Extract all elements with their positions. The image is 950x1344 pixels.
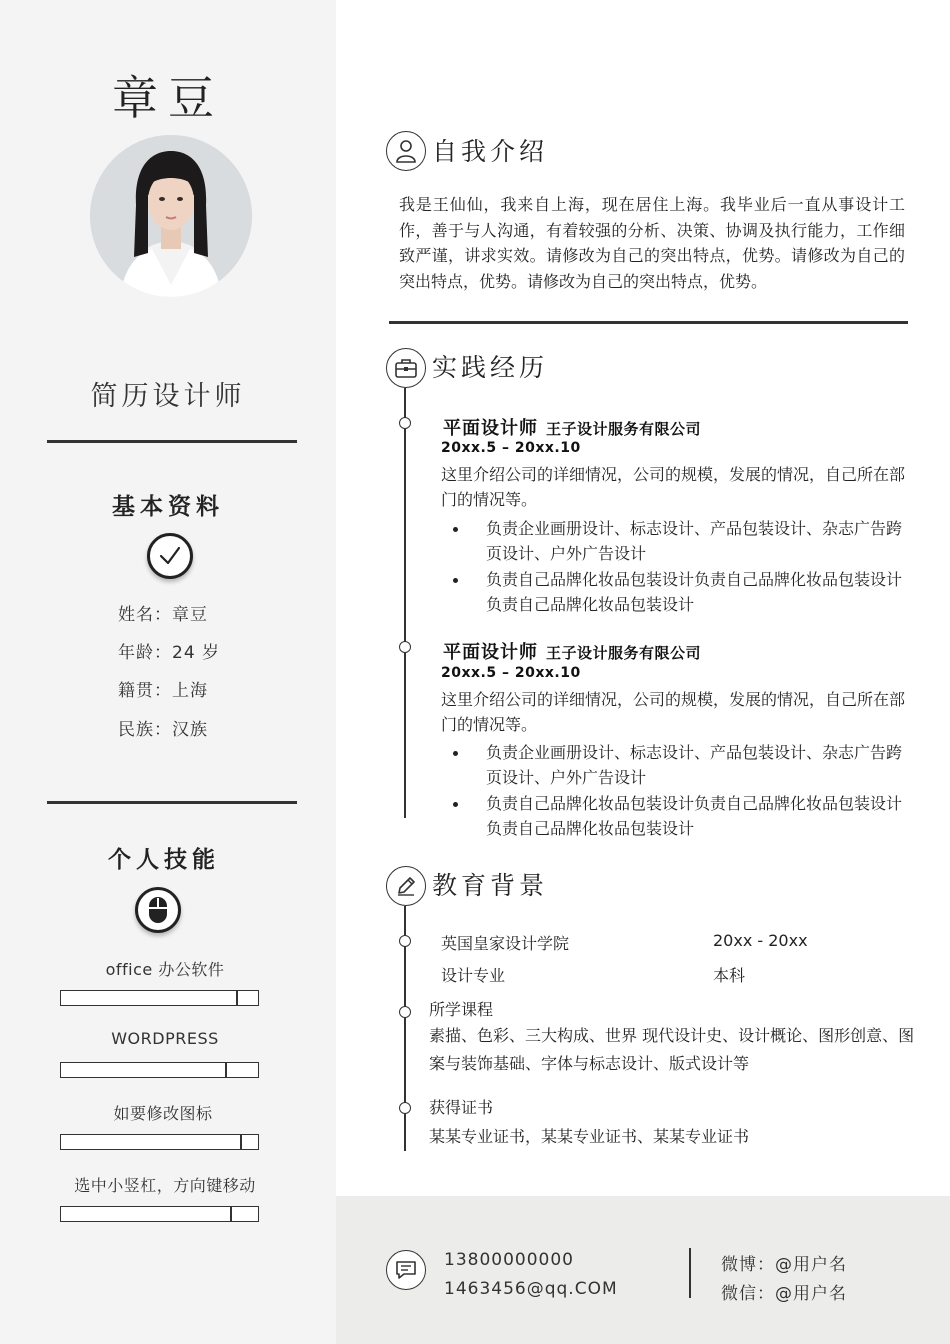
experience-role: 平面设计师 <box>443 418 538 439</box>
info-age: 年龄：24 岁 <box>118 643 221 663</box>
pencil-icon <box>386 866 426 906</box>
avatar <box>90 135 252 297</box>
experience-title: 实践经历 <box>432 353 549 382</box>
skill-marker[interactable] <box>240 1134 242 1149</box>
skill-bar <box>60 990 259 1006</box>
contact-weibo[interactable]: 微博：@用户名 <box>721 1255 847 1275</box>
message-icon <box>386 1250 426 1290</box>
experience-description: 这里介绍公司的详细情况，公司的规模，发展的情况，自己所在部门的情况等。 <box>441 465 906 509</box>
contact-footer <box>336 1196 950 1344</box>
experience-role: 平面设计师 <box>443 642 538 663</box>
intro-text: 我是王仙仙，我来自上海，现在居住上海。我毕业后一直从事设计工作，善于与人沟通，有着较强的分析、决策、协调及执行能力，工作细致严谨，讲求实效。请修改为自己的突出特点，优势。请修改为自己的突出特点，优势。请修改为自己的突出特点，优势。 <box>399 195 905 291</box>
contact-phone[interactable]: 13800000000 <box>444 1250 574 1270</box>
skill-bar <box>60 1062 259 1078</box>
skills-heading: 个人技能 <box>108 847 220 873</box>
basic-info-heading: 基本资料 <box>112 494 224 520</box>
skill-marker[interactable] <box>225 1062 227 1077</box>
experience-header <box>443 414 701 440</box>
bullet-dot <box>453 751 458 756</box>
person-name: 章豆 <box>112 71 224 125</box>
bullet-dot <box>453 578 458 583</box>
skill-marker[interactable] <box>236 990 238 1005</box>
certs-text: 某某专业证书，某某专业证书、某某专业证书 <box>429 1127 750 1146</box>
experience-bullet: 负责企业画册设计、标志设计、产品包装设计、杂志广告跨页设计、户外广告设计 <box>486 519 903 563</box>
bullet-dot <box>453 802 458 807</box>
sidebar-divider <box>47 440 297 443</box>
job-title: 简历设计师 <box>90 381 246 412</box>
timeline-dot <box>399 1006 411 1018</box>
contact-email[interactable]: 1463456@qq.COM <box>444 1279 618 1299</box>
skill-label: 选中小竖杠，方向键移动 <box>74 1176 256 1195</box>
skill-marker[interactable] <box>230 1206 232 1221</box>
info-ethnicity: 民族：汉族 <box>118 720 208 740</box>
bullet-dot <box>453 527 458 532</box>
skill-bar <box>60 1206 259 1222</box>
courses-label: 所学课程 <box>429 1000 494 1019</box>
experience-company: 王子设计服务有限公司 <box>546 644 702 662</box>
education-title: 教育背景 <box>432 871 549 900</box>
mouse-icon <box>135 887 181 933</box>
sidebar-divider <box>47 801 297 804</box>
main-divider <box>389 321 908 324</box>
intro-title: 自我介绍 <box>432 137 549 166</box>
experience-date: 20xx.5 – 20xx.10 <box>441 665 581 681</box>
info-hometown: 籍贯：上海 <box>118 681 208 701</box>
check-icon <box>147 533 193 579</box>
experience-header <box>443 638 701 664</box>
experience-description: 这里介绍公司的详细情况，公司的规模，发展的情况，自己所在部门的情况等。 <box>441 690 906 734</box>
timeline-dot <box>399 641 411 653</box>
timeline-dot <box>399 935 411 947</box>
info-name: 姓名：章豆 <box>118 605 208 625</box>
contact-wechat[interactable]: 微信：@用户名 <box>721 1284 847 1304</box>
experience-bullet: 负责自己品牌化妆品包装设计负责自己品牌化妆品包装设计负责自己品牌化妆品包装设计 <box>486 570 903 614</box>
education-degree: 本科 <box>713 966 746 985</box>
timeline-dot <box>399 417 411 429</box>
courses-text: 素描、色彩、三大构成、世界 现代设计史、设计概论、图形创意、图案与装饰基础、字体与标志设计、版式设计等 <box>429 1026 915 1073</box>
skill-bar <box>60 1134 259 1150</box>
certs-label: 获得证书 <box>429 1098 494 1117</box>
skill-label: 如要修改图标 <box>113 1104 213 1123</box>
timeline-dot <box>399 1102 411 1114</box>
user-icon <box>386 131 426 171</box>
education-school: 英国皇家设计学院 <box>441 934 570 953</box>
experience-company: 王子设计服务有限公司 <box>546 420 702 438</box>
skill-label: office 办公软件 <box>105 960 225 979</box>
sidebar <box>0 0 336 1344</box>
education-major: 设计专业 <box>441 966 506 985</box>
experience-date: 20xx.5 – 20xx.10 <box>441 440 581 456</box>
skill-label: WORDPRESS <box>111 1029 219 1048</box>
avatar-portrait <box>90 135 252 297</box>
experience-timeline <box>404 388 406 818</box>
footer-separator <box>689 1248 691 1298</box>
experience-bullet: 负责企业画册设计、标志设计、产品包装设计、杂志广告跨页设计、户外广告设计 <box>486 743 903 787</box>
briefcase-icon <box>386 348 426 388</box>
education-period: 20xx - 20xx <box>713 931 808 950</box>
experience-bullet: 负责自己品牌化妆品包装设计负责自己品牌化妆品包装设计负责自己品牌化妆品包装设计 <box>486 794 903 838</box>
